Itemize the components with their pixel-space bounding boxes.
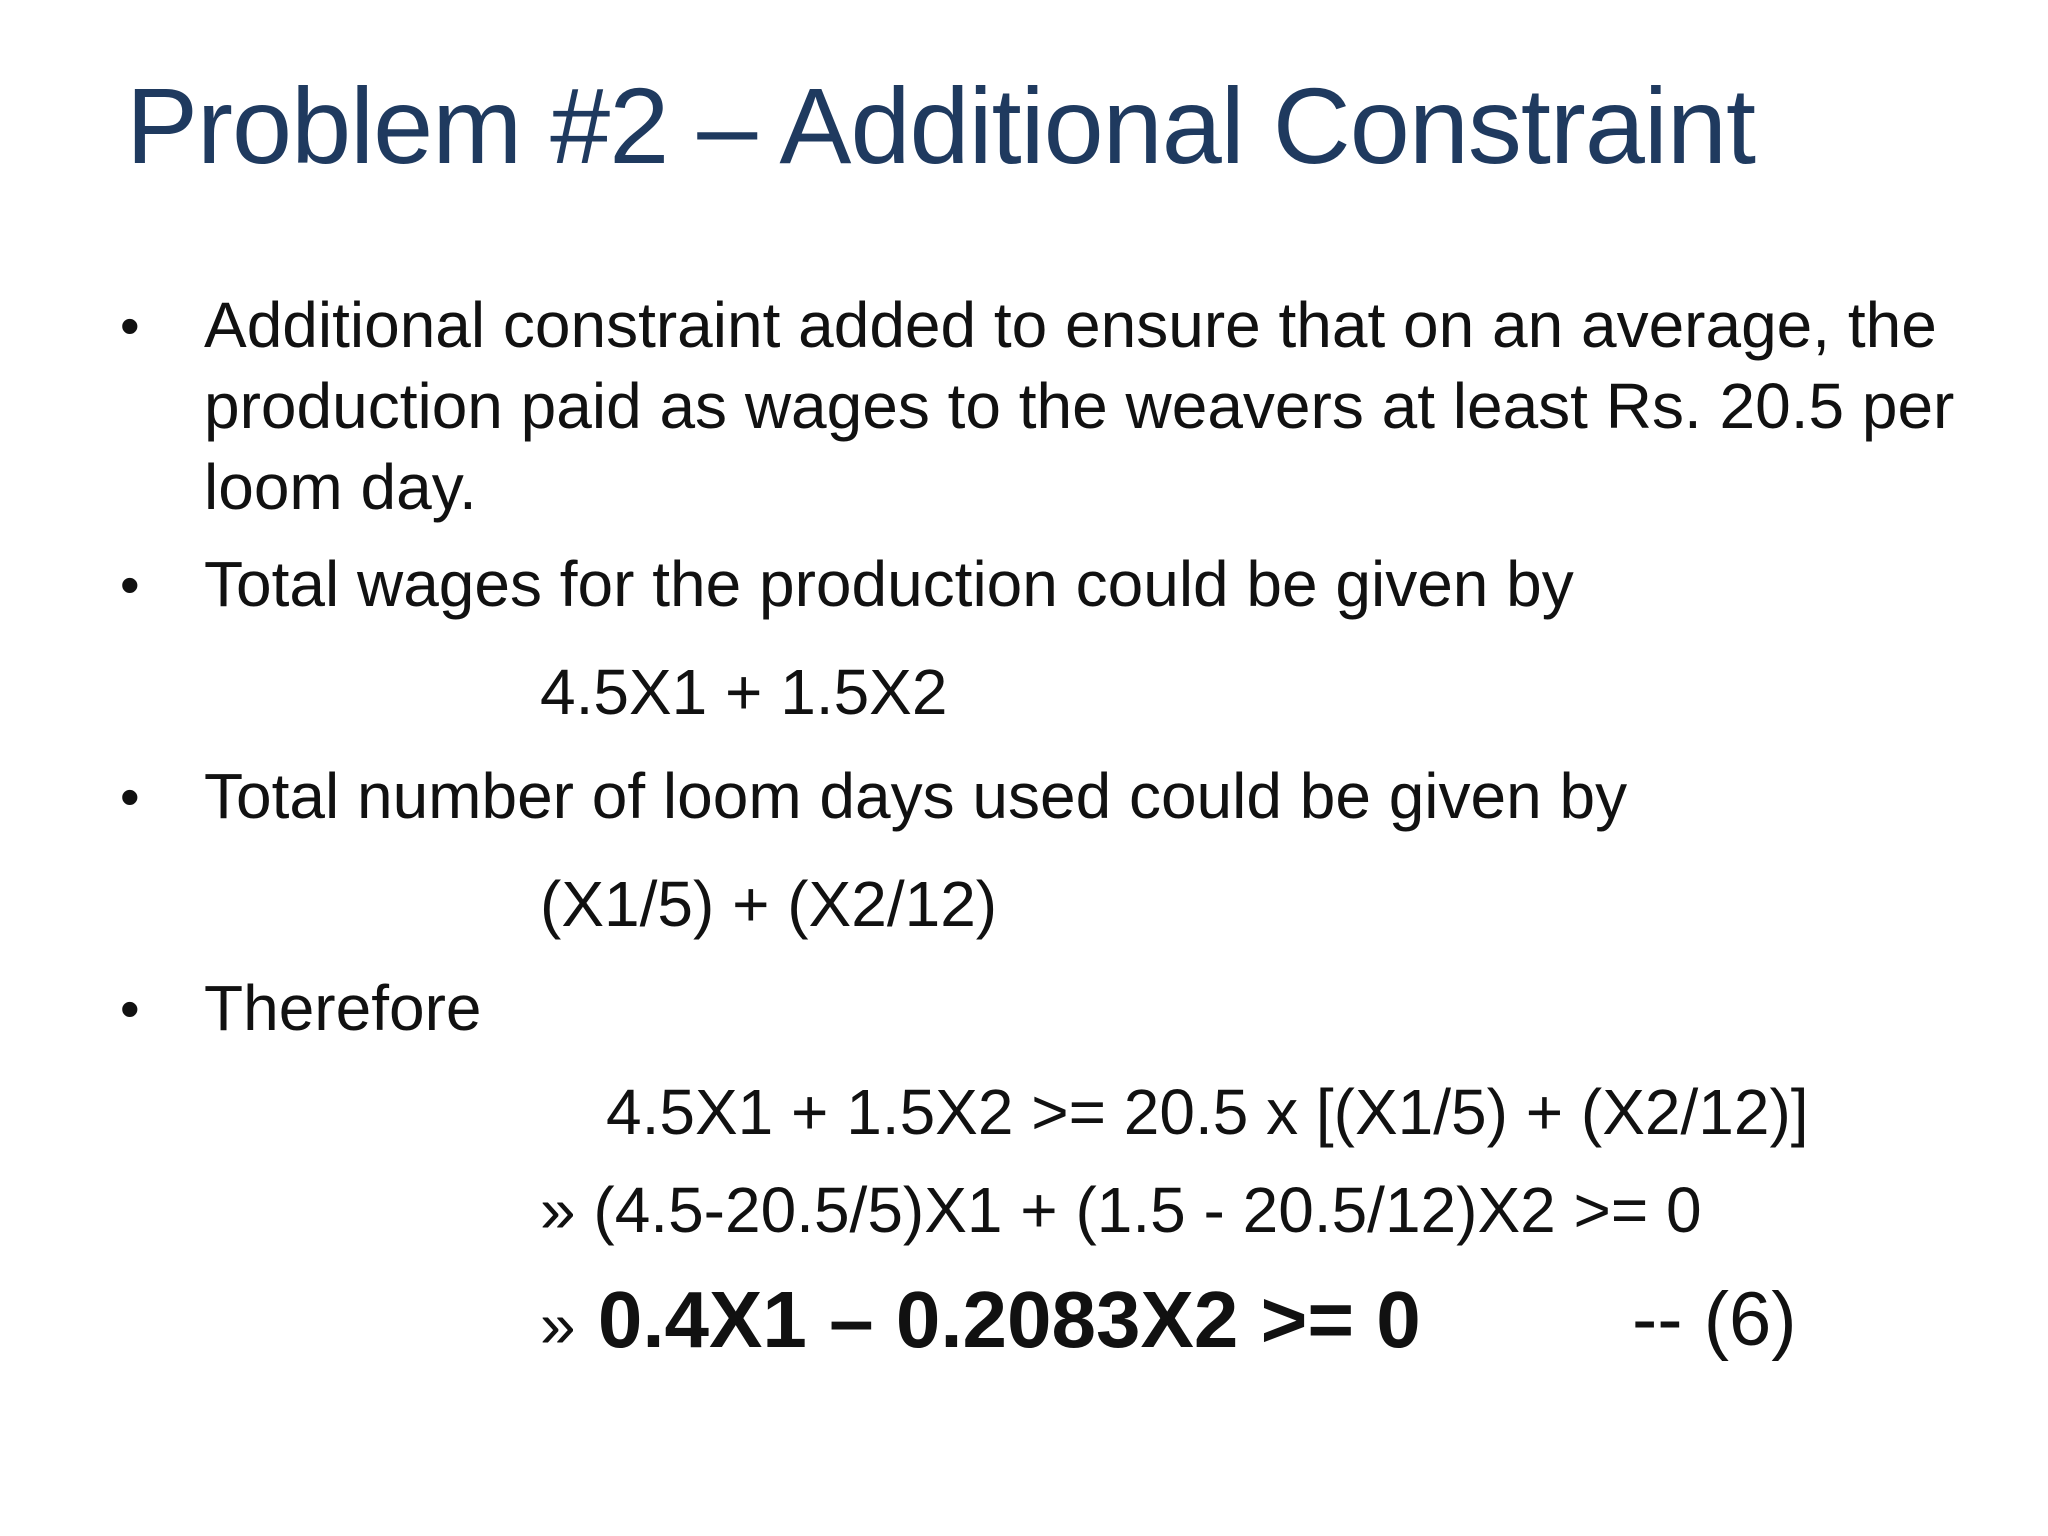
bullet-icon: •: [120, 553, 140, 616]
bullet-text: Additional constraint added to ensure that on an average, the production paid as wages to the weavers at least Rs. 20.5 per loom day.: [204, 289, 1955, 523]
derivation-line-3: [540, 1272, 1421, 1373]
loom-days-formula: (X1/5) + (X2/12): [540, 868, 998, 940]
bullet-text: Therefore: [204, 972, 482, 1044]
slide-title: Problem #2 – Additional Constraint: [126, 65, 1755, 186]
bullet-icon: •: [120, 765, 140, 828]
implies-marker: »: [540, 1174, 576, 1246]
wages-formula: 4.5X1 + 1.5X2: [540, 656, 948, 728]
final-constraint: 0.4X1 – 0.2083X2 >= 0: [597, 1275, 1421, 1364]
bullet-icon: •: [120, 294, 140, 357]
derivation-line-1: 4.5X1 + 1.5X2 >= 20.5 x [(X1/5) + (X2/12)]: [606, 1076, 1809, 1148]
bullet-text: Total wages for the production could be given by: [204, 548, 1574, 620]
derivation-line-2-text: (4.5-20.5/5)X1 + (1.5 - 20.5/12)X2 >= 0: [593, 1174, 1702, 1246]
bullet-icon: •: [120, 977, 140, 1040]
derivation-line-2: [540, 1170, 1702, 1250]
implies-marker: »: [540, 1289, 576, 1361]
bullet-text: Total number of loom days used could be given by: [204, 760, 1628, 832]
equation-tag: -- (6): [1632, 1277, 1797, 1362]
